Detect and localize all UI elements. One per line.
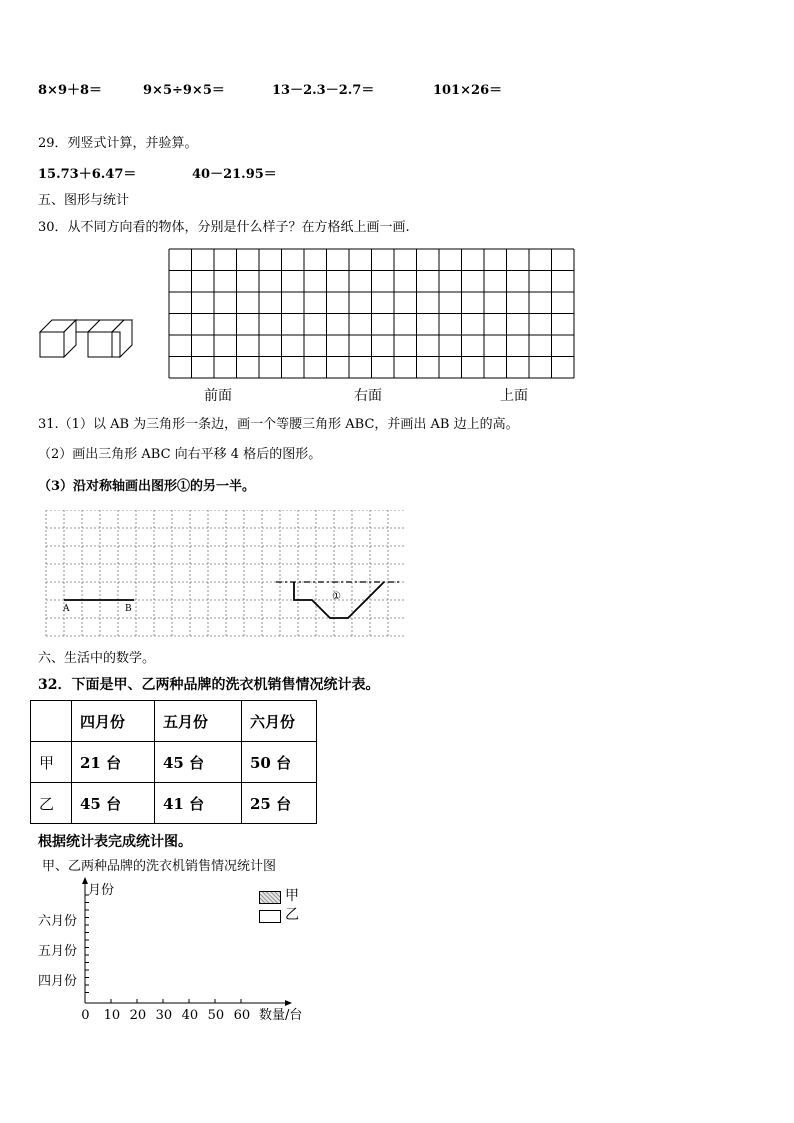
figure-1-label: ① <box>332 591 341 602</box>
table-row <box>31 783 317 824</box>
view-label-right: 右面 <box>354 388 382 404</box>
q31-part-1: 31.（1）以 AB 为三角形一条边，画一个等腰三角形 ABC，并画出 AB 边上的高。 <box>38 417 519 432</box>
table-row <box>31 742 317 783</box>
sales-table <box>30 700 317 824</box>
x-tick-label: 30 <box>155 1008 173 1023</box>
q30-title: 30．从不同方向看的物体，分别是什么样子？在方格纸上画一画. <box>38 220 410 235</box>
x-tick-label: 10 <box>103 1008 121 1023</box>
x-tick-label: 0 <box>81 1008 90 1023</box>
table-cell: 45 台 <box>155 742 242 783</box>
q29-item-2: 40－21.95＝ <box>192 167 277 182</box>
calc-item-1: 8×9＋8＝ <box>38 83 103 98</box>
q30-drawing-grid[interactable] <box>168 248 576 380</box>
q29-item-1: 15.73＋6.47＝ <box>38 167 137 182</box>
view-label-top: 上面 <box>500 388 528 404</box>
x-tick-label: 60 <box>233 1008 251 1023</box>
x-tick-label: 20 <box>129 1008 147 1023</box>
q31-part-2: （2）画出三角形 ABC 向右平移 4 格后的图形。 <box>38 447 322 462</box>
table-cell: 50 台 <box>242 742 317 783</box>
q31-part-3: （3）沿对称轴画出图形①的另一半。 <box>38 479 256 494</box>
table-cell: 21 台 <box>72 742 155 783</box>
x-axis-label: 数量/台 <box>259 1008 303 1023</box>
legend-label-yi: 乙 <box>285 907 299 923</box>
section-5-heading: 五、图形与统计 <box>38 193 130 208</box>
y-tick-label: 四月份 <box>38 974 78 989</box>
cube-object-figure <box>36 312 136 364</box>
table-header-cell: 五月份 <box>155 701 242 742</box>
table-header-cell <box>31 701 72 742</box>
x-tick-label: 40 <box>181 1008 199 1023</box>
calc-item-2: 9×5÷9×5＝ <box>143 83 225 98</box>
table-cell: 25 台 <box>242 783 317 824</box>
calc-item-4: 101×26＝ <box>433 83 503 98</box>
y-tick-label: 六月份 <box>38 914 78 929</box>
table-cell: 甲 <box>31 742 72 783</box>
table-cell: 乙 <box>31 783 72 824</box>
legend-label-jia: 甲 <box>285 888 299 904</box>
calc-item-3: 13－2.3－2.7＝ <box>272 83 375 98</box>
x-axis-arrow <box>285 1000 292 1006</box>
chart-instruction: 根据统计表完成统计图。 <box>38 834 192 850</box>
view-label-front: 前面 <box>204 388 232 404</box>
q31-drawing-grid[interactable] <box>44 510 404 640</box>
chart-title: 甲、乙两种品牌的洗衣机销售情况统计图 <box>42 859 277 874</box>
q32-title: 32．下面是甲、乙两种品牌的洗衣机销售情况统计表。 <box>38 677 380 693</box>
y-tick-label: 五月份 <box>38 944 78 959</box>
legend-swatch-yi <box>259 910 281 923</box>
section-6-heading: 六、生活中的数学。 <box>38 651 156 666</box>
table-header-cell: 六月份 <box>242 701 317 742</box>
table-header-row <box>31 701 317 742</box>
y-axis-label: 月份 <box>88 883 115 898</box>
point-b-label: B <box>125 604 132 614</box>
x-tick-label: 50 <box>207 1008 225 1023</box>
table-header-cell: 四月份 <box>72 701 155 742</box>
table-cell: 41 台 <box>155 783 242 824</box>
table-cell: 45 台 <box>72 783 155 824</box>
point-a-label: A <box>63 604 70 614</box>
q29-title: 29．列竖式计算，并验算。 <box>38 136 198 151</box>
legend-swatch-jia <box>259 891 281 904</box>
